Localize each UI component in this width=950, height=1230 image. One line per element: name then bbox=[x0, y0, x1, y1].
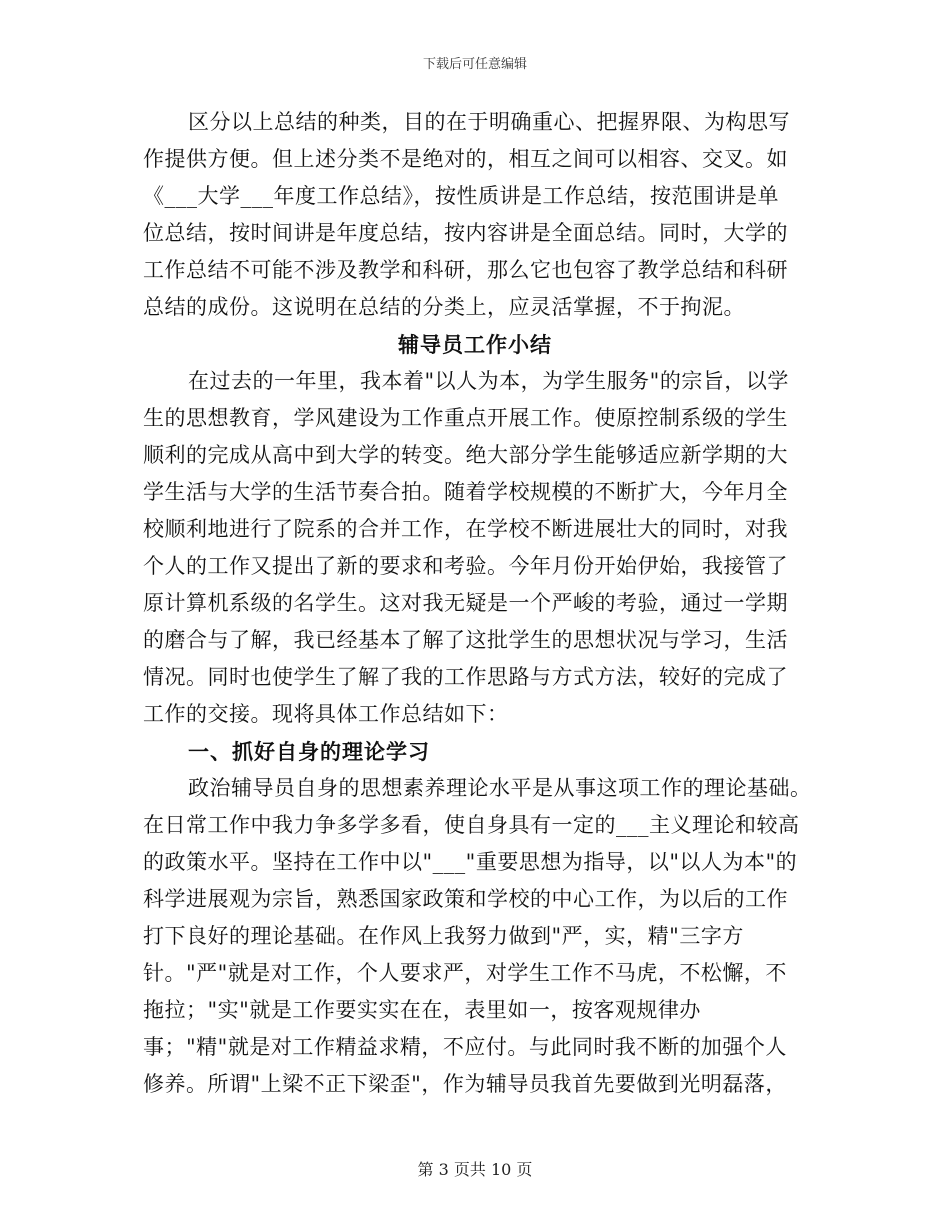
page-header: 下载后可任意编辑 bbox=[422, 57, 527, 72]
paragraph-line: 工作总结不可能不涉及教学和科研，那么它也包容了教学总结和科研 bbox=[143, 258, 788, 282]
paragraph-line: 总结的成份。这说明在总结的分类上，应灵活掌握，不于拘泥。 bbox=[143, 295, 745, 319]
paragraph-line: 的政策水平。坚持在工作中以"___"重要思想为指导，以"以人为本"的 bbox=[143, 850, 798, 874]
paragraph-line: 校顺利地进行了院系的合并工作，在学校不断进展壮大的同时，对我 bbox=[143, 517, 788, 541]
paragraph-line: 针。"严"就是对工作，个人要求严，对学生工作不马虎，不松懈，不 bbox=[143, 961, 787, 985]
section-subheading: 一、抓好自身的理论学习 bbox=[188, 739, 430, 764]
document-body bbox=[143, 104, 812, 1103]
paragraph-line: 区分以上总结的种类，目的在于明确重心、把握界限、为构思写 bbox=[188, 110, 790, 134]
paragraph-line: 的磨合与了解，我已经基本了解了这批学生的思想状况与学习，生活 bbox=[143, 628, 788, 652]
paragraph-line: 工作的交接。现将具体工作总结如下： bbox=[143, 702, 509, 726]
paragraph-line: 科学进展观为宗旨，熟悉国家政策和学校的中心工作，为以后的工作 bbox=[143, 887, 788, 911]
paragraph-line: 作提供方便。但上述分类不是绝对的，相互之间可以相容、交叉。如 bbox=[143, 147, 788, 171]
paragraph-line: 政治辅导员自身的思想素养理论水平是从事这项工作的理论基础。 bbox=[188, 776, 812, 800]
paragraph-line: 个人的工作又提出了新的要求和考验。今年月份开始伊始，我接管了 bbox=[143, 554, 788, 578]
paragraph-line: 学生活与大学的生活节奏合拍。随着学校规模的不断扩大，今年月全 bbox=[143, 480, 788, 504]
paragraph-line: 顺利的完成从高中到大学的转变。绝大部分学生能够适应新学期的大 bbox=[143, 443, 788, 467]
paragraph-line: 生的思想教育，学风建设为工作重点开展工作。使原控制系级的学生 bbox=[143, 406, 788, 430]
paragraph-line: 在过去的一年里，我本着"以人为本，为学生服务"的宗旨，以学 bbox=[188, 369, 789, 393]
paragraph-line: 事；"精"就是对工作精益求精，不应付。与此同时我不断的加强个人 bbox=[143, 1035, 787, 1059]
page-footer: 第 3 页共 10 页 bbox=[417, 1160, 533, 1179]
paragraph-line: 打下良好的理论基础。在作风上我努力做到"严，实，精"三字方 bbox=[143, 924, 744, 948]
paragraph-line: 在日常工作中我力争多学多看，使自身具有一定的___主义理论和较高 bbox=[143, 813, 800, 837]
paragraph-line: 位总结，按时间讲是年度总结，按内容讲是全面总结。同时，大学的 bbox=[143, 221, 788, 245]
paragraph-line: 拖拉；"实"就是工作要实实在在，表里如一，按客观规律办 bbox=[143, 998, 701, 1022]
paragraph-line: 《___大学___年度工作总结》，按性质讲是工作总结，按范围讲是单 bbox=[143, 184, 779, 208]
paragraph-line: 原计算机系级的名学生。这对我无疑是一个严峻的考验，通过一学期 bbox=[143, 591, 788, 615]
section-title: 辅导员工作小结 bbox=[398, 332, 552, 357]
paragraph-line: 修养。所谓"上梁不正下梁歪"，作为辅导员我首先要做到光明磊落， bbox=[143, 1072, 787, 1096]
paragraph-line: 情况。同时也使学生了解了我的工作思路与方式方法，较好的完成了 bbox=[143, 665, 788, 689]
